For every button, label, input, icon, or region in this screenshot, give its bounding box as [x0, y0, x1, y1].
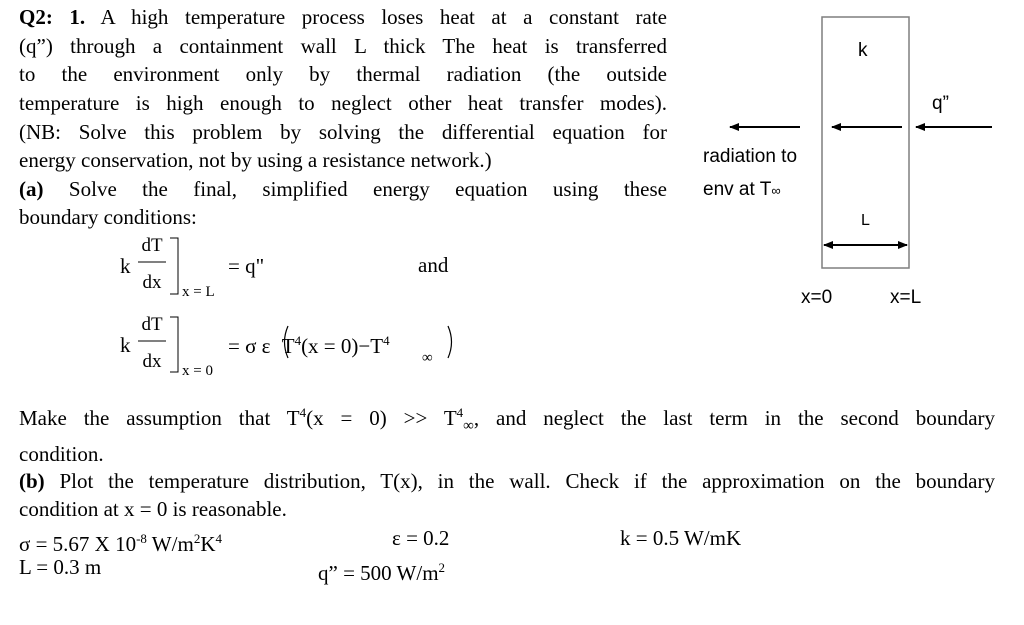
constant-epsilon: ε = 0.2: [392, 526, 450, 550]
bc-and: and: [418, 253, 449, 277]
part-a-label: (a): [19, 177, 44, 201]
diagram-L-label: L: [861, 212, 870, 229]
question-number: Q2: 1.: [19, 5, 86, 29]
constant-L: L = 0.3 m: [19, 555, 102, 579]
bc1-k: k: [120, 254, 131, 278]
bc2-denominator: dx: [142, 351, 162, 372]
part-b-continued: condition at x = 0 is reasonable.: [19, 497, 287, 521]
problem-line-3: to the environment only by thermal radiation (the outside: [19, 62, 667, 86]
diagram-env-label: env at T∞: [703, 179, 781, 200]
bc1-eval: x = L: [182, 284, 215, 300]
problem-line-7: (a) Solve the final, simplified energy equation using these: [19, 177, 667, 201]
assumption-continued: condition.: [19, 442, 104, 466]
bc2-numerator: dT: [141, 314, 163, 335]
problem-line-8: boundary conditions:: [19, 205, 197, 229]
problem-line-1: Q2: 1. A high temperature process loses heat at a constant rate: [19, 5, 668, 29]
part-b-line: (b) Plot the temperature distribution, T(x), in the wall. Check if the approximation on the boundary: [19, 469, 995, 493]
bc2-inf-sub: ∞: [422, 350, 433, 366]
diagram-radiation-label: radiation to: [703, 146, 798, 167]
constant-sigma: σ = 5.67 X $10^{-8}$ $W/m^2K^4$: [19, 531, 222, 556]
bc1-rhs: = q": [228, 254, 265, 278]
diagram-xL-label: x=L: [890, 287, 922, 308]
bc2-k: k: [120, 333, 131, 357]
diagram-x0-label: x=0: [801, 287, 833, 308]
diagram-q-label: q”: [932, 93, 949, 114]
bc2-rhs: = σ ε $T^4(x = 0)-T^4$: [228, 333, 390, 358]
problem-line-5: (NB: Solve this problem by solving the differential equation for: [19, 120, 667, 144]
bc1-numerator: dT: [141, 235, 163, 256]
assumption-line: Make the assumption that $T^4(x = 0) >> T^4_\infty$, and neglect the last term in the second boundary: [19, 405, 996, 435]
bc1-denominator: dx: [142, 272, 162, 293]
problem-line-6: energy conservation, not by using a resistance network.): [19, 148, 492, 172]
problem-line-4: temperature is high enough to neglect other heat transfer modes).: [19, 91, 667, 115]
problem-line-2: (q”) through a containment wall L thick The heat is transferred: [19, 34, 667, 58]
diagram-k-label: k: [858, 40, 868, 61]
bc2-eval: x = 0: [182, 363, 213, 379]
constant-q: q” = 500 $W/m^2$: [318, 560, 446, 585]
part-b-label: (b): [19, 469, 45, 493]
constant-k: k = 0.5 W/mK: [620, 526, 742, 550]
